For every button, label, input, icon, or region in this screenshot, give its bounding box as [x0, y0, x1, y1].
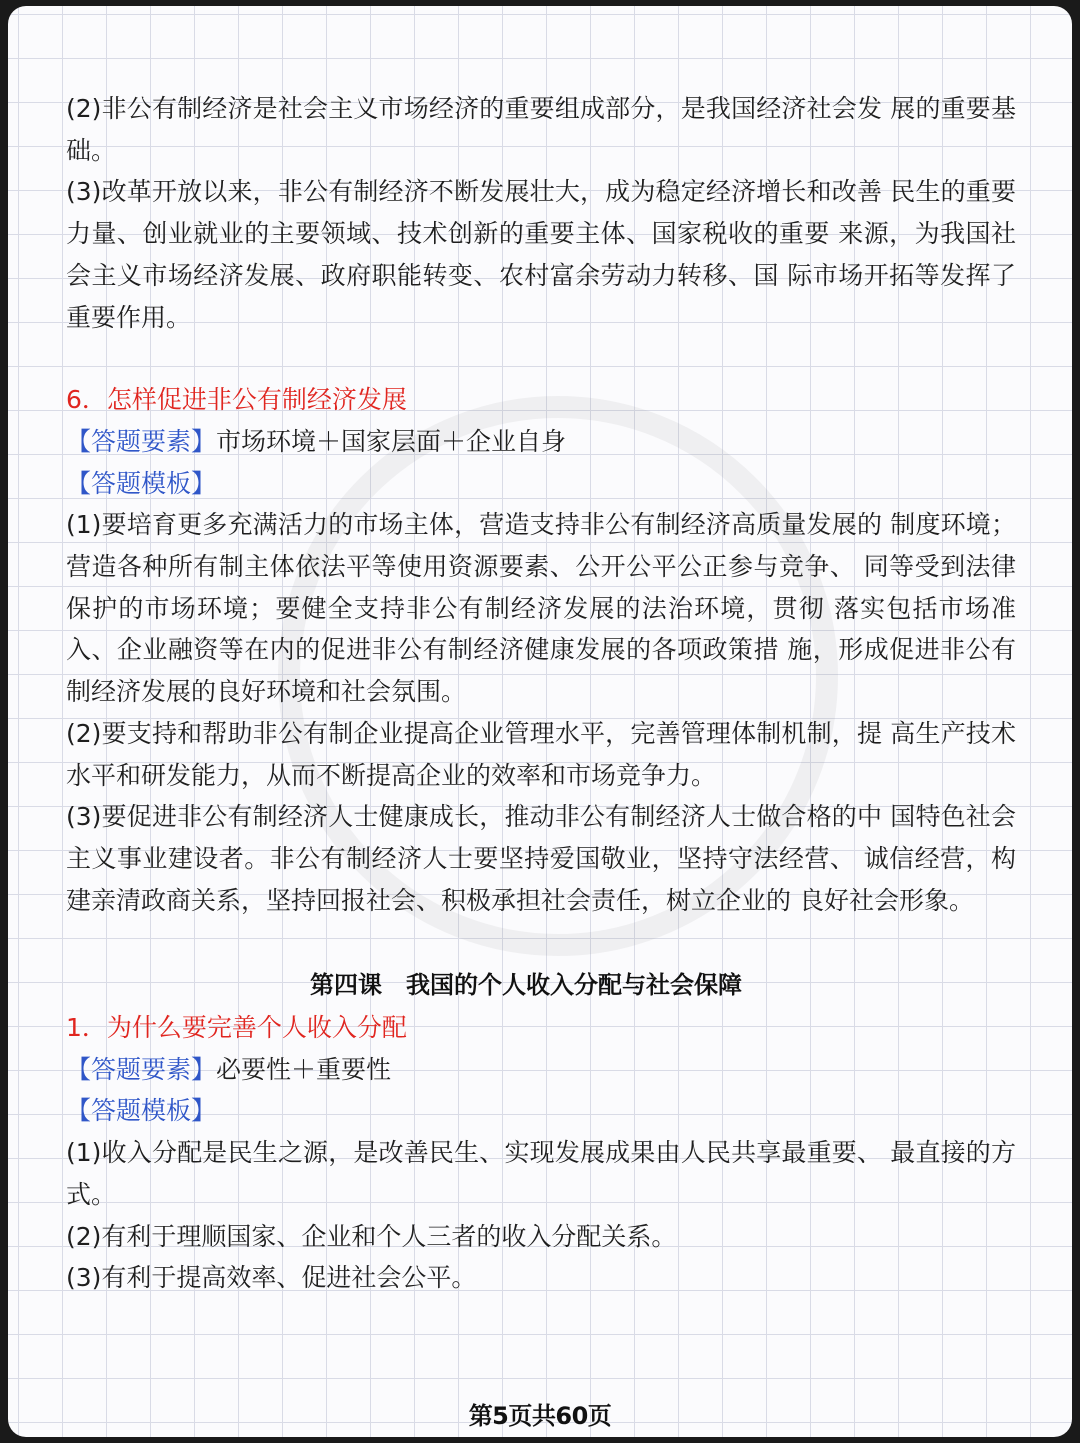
- answer-elements-tag-2: 【答题要素】: [66, 1054, 217, 1084]
- answer-elements-line: [66, 421, 1016, 463]
- q6-point-1: (1)要培育更多充满活力的市场主体，营造支持非公有制经济高质量发展的 制度环境；营造各种所有制主体依法平等使用资源要素、公开公平公正参与竞争、 同等受到法律保护的市场环境；要健全支持非公有制经济发展的法治环境，贯彻 落实包括市场准入、企业融资等在内的促进非公有制经济健康发展的各项政策措 施，形成促进非公有制经济发展的良好环境和社会氛围。: [66, 510, 1016, 707]
- page-number: 第5页共60页: [468, 1402, 612, 1430]
- answer-template-line: [66, 463, 1016, 505]
- q6-point-2: (2)要支持和帮助非公有制企业提高企业管理水平，完善管理体制机制，提 高生产技术水平和研发能力，从而不断提高企业的效率和市场竞争力。: [66, 718, 1016, 790]
- answer-template-line-2: [66, 1090, 1016, 1132]
- answer-template-tag-2: 【答题模板】: [66, 1096, 217, 1126]
- document-page[interactable]: [8, 6, 1072, 1437]
- lesson-gap: [66, 921, 1016, 965]
- document-content: [66, 88, 1016, 1299]
- answer-elements-text-2: 必要性＋重要性: [216, 1054, 392, 1084]
- q1-point-3: (3)有利于提高效率、促进社会公平。: [66, 1263, 477, 1293]
- lesson-title: 第四课 我国的个人收入分配与社会保障: [310, 971, 742, 1000]
- q6-point-3: (3)要促进非公有制经济人士健康成长，推动非公有制经济人士做合格的中 国特色社会主义事业建设者。非公有制经济人士要坚持爱国敬业，坚持守法经营、 诚信经营，构建亲清政商关系，坚持回报社会、积极承担社会责任，树立企业的 良好社会形象。: [66, 802, 1016, 915]
- section-gap: [66, 338, 1016, 379]
- q1-point-2: (2)有利于理顺国家、企业和个人三者的收入分配关系。: [66, 1221, 677, 1251]
- answer-elements-tag: 【答题要素】: [66, 426, 217, 456]
- answer-elements-line-2: [66, 1049, 1016, 1091]
- q1-point-1: (1)收入分配是民生之源，是改善民生、实现发展成果由人民共享最重要、 最直接的方式。: [66, 1138, 1016, 1209]
- answer-elements-text: 市场环境＋国家层面＋企业自身: [216, 426, 567, 456]
- answer-template-tag: 【答题模板】: [66, 468, 217, 498]
- point-3-nonpublic-growth: (3)改革开放以来，非公有制经济不断发展壮大，成为稳定经济增长和改善 民生的重要力量、创业就业的主要领域、技术创新的重要主体、国家税收的重要 来源，为我国社会主义市场经济发展、政府职能转变、农村富余劳动力转移、国 际市场开拓等发挥了重要作用。: [66, 177, 1016, 332]
- point-2-nonpublic-role: (2)非公有制经济是社会主义市场经济的重要组成部分，是我国经济社会发 展的重要基础。: [66, 94, 1016, 165]
- question-6-heading: 6．怎样促进非公有制经济发展: [66, 385, 407, 415]
- question-1-heading: 1．为什么要完善个人收入分配: [66, 1013, 407, 1043]
